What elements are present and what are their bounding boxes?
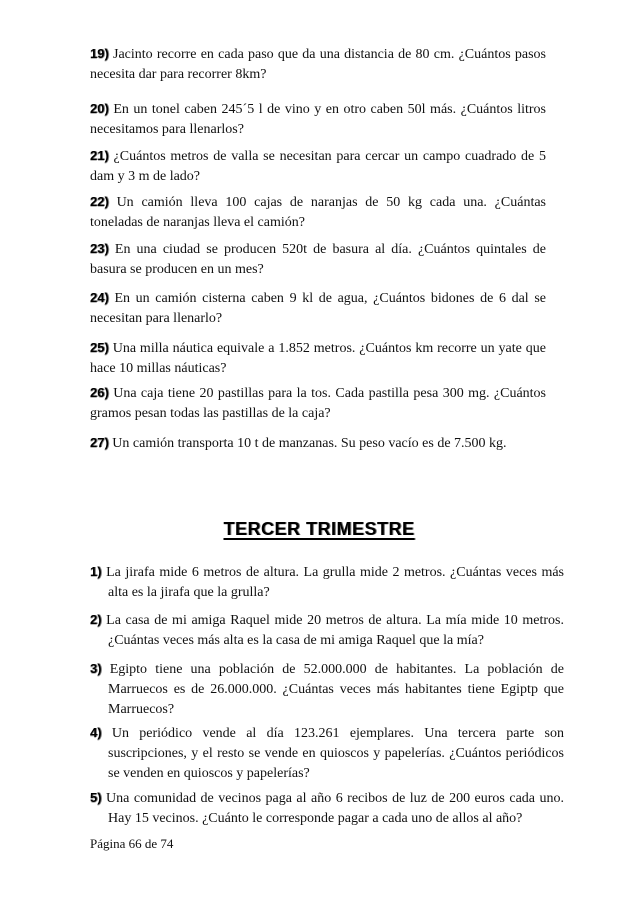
problem-number: 20) — [90, 101, 109, 116]
problem-text: Egipto tiene una población de 52.000.000 de habitantes. La población de Marruecos es de 26.000.000. ¿Cuántas veces más habitantes tiene Egiptp que Marruecos? — [108, 662, 564, 717]
problem-24 — [90, 288, 546, 329]
problem-number: 21) — [90, 148, 109, 163]
problem-27 — [90, 433, 546, 454]
problem-1 — [90, 562, 564, 603]
problem-text: En una ciudad se producen 520t de basura al día. ¿Cuántos quintales de basura se producen en un mes? — [90, 242, 547, 277]
problem-20 — [90, 99, 546, 140]
problem-25 — [90, 338, 546, 379]
problem-text: Un periódico vende al día 123.261 ejemplares. Una tercera parte son suscripciones, y el resto se vende en quioscos y papelerías. ¿Cuántos periódicos se venden en quioscos y papelerías? — [108, 726, 564, 781]
problem-text: Jacinto recorre en cada paso que da una distancia de 80 cm. ¿Cuántos pasos necesita dar para recorrer 8km? — [90, 47, 547, 82]
problem-26 — [90, 383, 546, 424]
problem-number: 3) — [90, 661, 102, 676]
problem-number: 27) — [90, 435, 109, 450]
problem-text: Una comunidad de vecinos paga al año 6 recibos de luz de 200 euros cada uno. Hay 15 vecinos. ¿Cuánto le corresponde pagar a cada uno de allos al año? — [106, 791, 564, 826]
problem-text: En un camión cisterna caben 9 kl de agua, ¿Cuántos bidones de 6 dal se necesitan para llenarlo? — [90, 291, 546, 326]
problem-23 — [90, 239, 546, 280]
page-footer: Página 66 de 74 — [90, 836, 174, 851]
problem-3 — [90, 659, 564, 720]
problem-number: 25) — [90, 340, 109, 355]
problem-number: 4) — [90, 725, 102, 740]
problem-number: 5) — [90, 790, 102, 805]
problem-number: 22) — [90, 194, 109, 209]
problem-text: Una milla náutica equivale a 1.852 metros. ¿Cuántos km recorre un yate que hace 10 millas náuticas? — [90, 341, 546, 376]
problem-21 — [90, 146, 546, 187]
problem-text: La jirafa mide 6 metros de altura. La grulla mide 2 metros. ¿Cuántas veces más alta es la jirafa que la grulla? — [106, 565, 565, 600]
problem-number: 1) — [90, 564, 102, 579]
problem-22 — [90, 192, 546, 233]
problem-number: 26) — [90, 385, 109, 400]
problem-number: 23) — [90, 241, 109, 256]
problem-text: Una caja tiene 20 pastillas para la tos. Cada pastilla pesa 300 mg. ¿Cuántos gramos pesan todas las pastillas de la caja? — [90, 386, 547, 421]
problem-number: 2) — [90, 612, 102, 627]
section-title: TERCER TRIMESTRE — [223, 519, 415, 539]
problem-5 — [90, 788, 564, 829]
problem-text: En un tonel caben 245´5 l de vino y en otro caben 50l más. ¿Cuántos litros necesitamos para llenarlos? — [90, 102, 547, 137]
problem-text: Un camión lleva 100 cajas de naranjas de 50 kg cada una. ¿Cuántas toneladas de naranjas lleva el camión? — [90, 195, 546, 230]
problem-19 — [90, 44, 546, 85]
problem-2 — [90, 610, 564, 651]
problem-number: 19) — [90, 46, 109, 61]
problem-text: La casa de mi amiga Raquel mide 20 metros de altura. La mía mide 10 metros. ¿Cuántas veces más alta es la casa de mi amiga Raquel que la mía? — [106, 613, 564, 648]
problem-4 — [90, 723, 564, 784]
problem-text: ¿Cuántos metros de valla se necesitan para cercar un campo cuadrado de 5 dam y 3 m de lado? — [90, 149, 546, 184]
problem-number: 24) — [90, 290, 109, 305]
problem-text: Un camión transporta 10 t de manzanas. Su peso vacío es de 7.500 kg. — [112, 436, 507, 451]
